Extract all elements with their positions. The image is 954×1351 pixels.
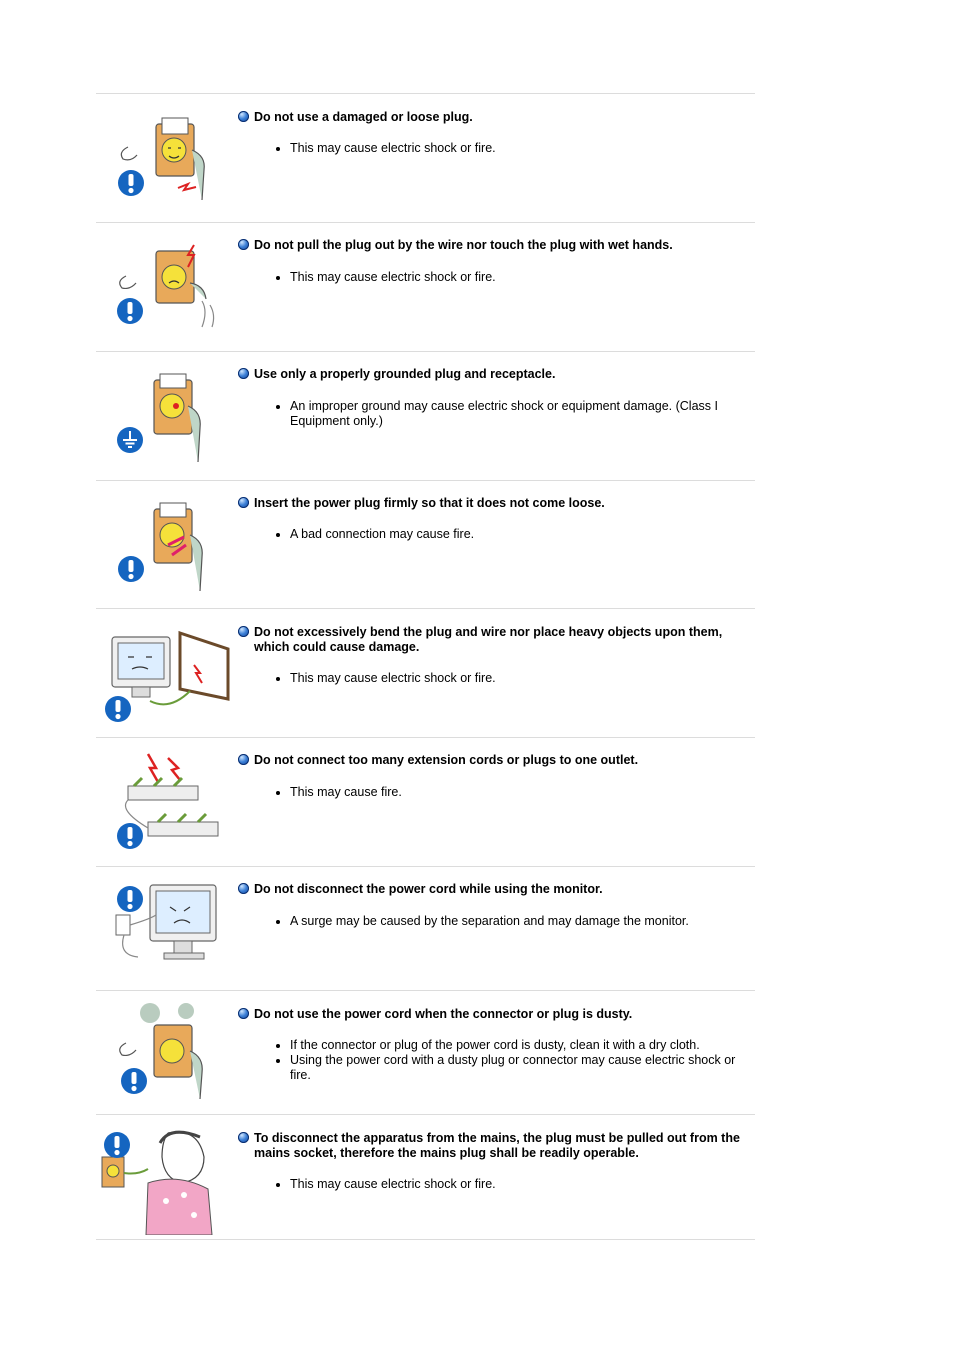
detail-item: • An improper ground may cause electric shock or equipment damage. (Class I Equipment only.) — [290, 399, 751, 429]
exclamation-icon — [120, 1067, 148, 1095]
bullet-ball-icon — [238, 1132, 249, 1143]
item-details — [272, 141, 751, 156]
safety-item — [96, 867, 755, 991]
item-title: Use only a properly grounded plug and receptacle. — [254, 367, 751, 382]
item-title: To disconnect the apparatus from the mains, the plug must be pulled out from the mains socket, therefore the mains plug shall be readily operable. — [254, 1131, 751, 1161]
bullet-ball-icon — [238, 111, 249, 122]
item-details — [272, 399, 751, 429]
safety-item — [96, 1115, 755, 1240]
item-details — [272, 270, 751, 285]
item-title: Do not pull the plug out by the wire nor touch the plug with wet hands. — [254, 238, 751, 253]
safety-item — [96, 609, 755, 738]
item-title: Do not disconnect the power cord while using the monitor. — [254, 882, 751, 897]
dusty-plug-illustration — [98, 999, 232, 1111]
detail-item: • If the connector or plug of the power cord is dusty, clean it with a dry cloth. — [290, 1038, 751, 1053]
item-title: Do not use a damaged or loose plug. — [254, 110, 751, 125]
item-details — [272, 1038, 751, 1083]
damaged-plug-illustration — [98, 102, 232, 214]
bullet-ball-icon — [238, 626, 249, 637]
detail-item: • This may cause electric shock or fire. — [290, 1177, 751, 1192]
safety-instructions-list — [96, 93, 755, 1240]
safety-item — [96, 991, 755, 1115]
exclamation-icon — [116, 885, 144, 913]
exclamation-icon — [104, 695, 132, 723]
safety-item — [96, 352, 755, 481]
item-title: Do not excessively bend the plug and wire nor place heavy objects upon them, which could cause damage. — [254, 625, 751, 655]
item-details — [272, 1177, 751, 1192]
firm-plug-illustration — [98, 489, 232, 601]
item-title: Do not use the power cord when the connector or plug is dusty. — [254, 1007, 751, 1022]
detail-item: • This may cause fire. — [290, 785, 751, 800]
exclamation-icon — [117, 555, 145, 583]
item-details — [272, 914, 751, 929]
bullet-ball-icon — [238, 497, 249, 508]
item-title: Do not connect too many extension cords or plugs to one outlet. — [254, 753, 751, 768]
safety-item — [96, 481, 755, 609]
ground-icon — [116, 426, 144, 454]
exclamation-icon — [116, 297, 144, 325]
exclamation-icon — [103, 1131, 131, 1159]
bullet-ball-icon — [238, 1008, 249, 1019]
exclamation-icon — [116, 822, 144, 850]
item-title: Insert the power plug firmly so that it does not come loose. — [254, 496, 751, 511]
safety-item — [96, 738, 755, 867]
item-details — [272, 671, 751, 686]
detail-item: • This may cause electric shock or fire. — [290, 671, 751, 686]
bullet-ball-icon — [238, 754, 249, 765]
detail-item: • A surge may be caused by the separation and may damage the monitor. — [290, 914, 751, 929]
wet-hands-plug-illustration — [98, 231, 232, 343]
bullet-ball-icon — [238, 883, 249, 894]
bullet-ball-icon — [238, 239, 249, 250]
item-details — [272, 527, 751, 542]
detail-item: • This may cause electric shock or fire. — [290, 141, 751, 156]
detail-item: • Using the power cord with a dusty plug or connector may cause electric shock or fire. — [290, 1053, 751, 1083]
exclamation-icon — [117, 169, 145, 197]
detail-item: • A bad connection may cause fire. — [290, 527, 751, 542]
bullet-ball-icon — [238, 368, 249, 379]
detail-item: • This may cause electric shock or fire. — [290, 270, 751, 285]
safety-item — [96, 94, 755, 223]
grounded-plug-illustration — [98, 360, 232, 472]
safety-item — [96, 223, 755, 352]
item-details — [272, 785, 751, 800]
